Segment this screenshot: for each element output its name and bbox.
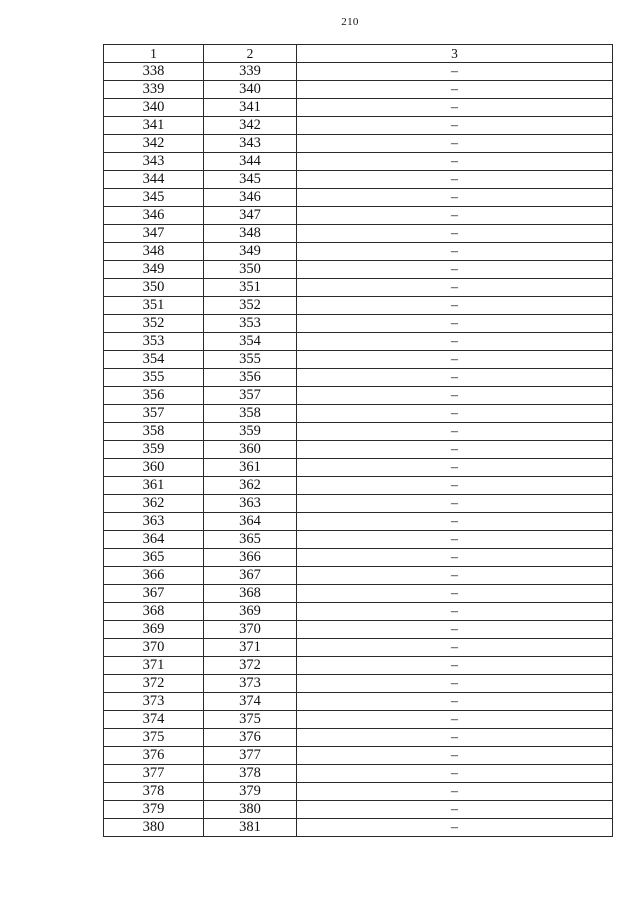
table-cell-col-2: 381 [204,819,297,837]
table-cell-col-1: 344 [104,171,204,189]
table-cell-col-3: – [297,675,613,693]
table-cell-col-1: 362 [104,495,204,513]
table-cell-col-3: – [297,81,613,99]
table-row [104,567,613,585]
table-cell-col-3: – [297,63,613,81]
table-cell-col-2: 351 [204,279,297,297]
table-cell-col-2: 348 [204,225,297,243]
table-cell-col-1: 338 [104,63,204,81]
table-cell-col-2: 344 [204,153,297,171]
table-cell-col-2: 371 [204,639,297,657]
table-header [104,45,613,63]
table-cell-col-1: 360 [104,459,204,477]
table-cell-col-3: – [297,801,613,819]
table-cell-col-2: 360 [204,441,297,459]
table-cell-col-2: 367 [204,567,297,585]
table-cell-col-1: 339 [104,81,204,99]
table-row [104,81,613,99]
table-cell-col-3: – [297,765,613,783]
table-cell-col-2: 364 [204,513,297,531]
table-row [104,189,613,207]
table-row [104,801,613,819]
table-cell-col-1: 377 [104,765,204,783]
table-cell-col-2: 350 [204,261,297,279]
table-row [104,405,613,423]
table-row [104,729,613,747]
table-cell-col-3: – [297,639,613,657]
table-cell-col-3: – [297,567,613,585]
table-cell-col-1: 370 [104,639,204,657]
table-cell-col-1: 356 [104,387,204,405]
table-cell-col-1: 358 [104,423,204,441]
table-cell-col-3: – [297,747,613,765]
table-cell-col-3: – [297,819,613,837]
table-row [104,657,613,675]
table-cell-col-1: 378 [104,783,204,801]
table-cell-col-1: 343 [104,153,204,171]
table-cell-col-3: – [297,369,613,387]
table-cell-col-3: – [297,585,613,603]
table-row [104,369,613,387]
table-row [104,549,613,567]
table-cell-col-1: 379 [104,801,204,819]
table-row [104,99,613,117]
table-cell-col-2: 369 [204,603,297,621]
table-cell-col-3: – [297,153,613,171]
column-header-3: 3 [297,45,613,63]
table-cell-col-1: 374 [104,711,204,729]
table-cell-col-2: 343 [204,135,297,153]
table-cell-col-1: 376 [104,747,204,765]
column-header-2: 2 [204,45,297,63]
table-cell-col-2: 375 [204,711,297,729]
table-cell-col-2: 379 [204,783,297,801]
table-cell-col-2: 370 [204,621,297,639]
table-row [104,477,613,495]
table-cell-col-1: 355 [104,369,204,387]
table-cell-col-3: – [297,315,613,333]
table-cell-col-3: – [297,333,613,351]
table-cell-col-2: 345 [204,171,297,189]
table-cell-col-2: 380 [204,801,297,819]
table-row [104,351,613,369]
table-cell-col-3: – [297,693,613,711]
table-row [104,243,613,261]
table-cell-col-3: – [297,549,613,567]
table-row [104,387,613,405]
table-cell-col-3: – [297,783,613,801]
table-cell-col-1: 347 [104,225,204,243]
table-cell-col-3: – [297,297,613,315]
table-cell-col-3: – [297,207,613,225]
table-cell-col-3: – [297,513,613,531]
table-row [104,639,613,657]
table-row [104,783,613,801]
table-cell-col-3: – [297,225,613,243]
table-cell-col-2: 377 [204,747,297,765]
table-row [104,819,613,837]
table-cell-col-2: 359 [204,423,297,441]
table-cell-col-2: 378 [204,765,297,783]
table-cell-col-3: – [297,351,613,369]
table-cell-col-3: – [297,495,613,513]
column-header-1: 1 [104,45,204,63]
table-cell-col-1: 342 [104,135,204,153]
table-cell-col-1: 380 [104,819,204,837]
table-cell-col-1: 341 [104,117,204,135]
table-cell-col-2: 341 [204,99,297,117]
table-cell-col-1: 354 [104,351,204,369]
table-row [104,603,613,621]
data-table-container [103,44,613,837]
table-cell-col-1: 350 [104,279,204,297]
table-cell-col-3: – [297,531,613,549]
table-cell-col-2: 373 [204,675,297,693]
table-cell-col-3: – [297,387,613,405]
table-cell-col-3: – [297,279,613,297]
table-row [104,207,613,225]
table-row [104,495,613,513]
table-row [104,117,613,135]
table-cell-col-1: 351 [104,297,204,315]
table-row [104,513,613,531]
table-cell-col-1: 345 [104,189,204,207]
table-row [104,63,613,81]
table-cell-col-2: 368 [204,585,297,603]
table-cell-col-2: 358 [204,405,297,423]
table-cell-col-2: 374 [204,693,297,711]
table-cell-col-2: 361 [204,459,297,477]
table-cell-col-2: 347 [204,207,297,225]
table-cell-col-1: 361 [104,477,204,495]
table-row [104,675,613,693]
table-cell-col-3: – [297,261,613,279]
table-cell-col-2: 354 [204,333,297,351]
table-cell-col-2: 356 [204,369,297,387]
table-row [104,333,613,351]
table-row [104,261,613,279]
table-row [104,711,613,729]
data-table [103,44,613,837]
table-row [104,225,613,243]
table-cell-col-1: 348 [104,243,204,261]
table-cell-col-1: 340 [104,99,204,117]
table-cell-col-2: 363 [204,495,297,513]
table-cell-col-2: 355 [204,351,297,369]
table-cell-col-3: – [297,405,613,423]
table-cell-col-1: 369 [104,621,204,639]
table-cell-col-3: – [297,243,613,261]
table-row [104,279,613,297]
table-cell-col-2: 339 [204,63,297,81]
table-cell-col-2: 352 [204,297,297,315]
table-cell-col-1: 364 [104,531,204,549]
table-row [104,459,613,477]
table-row [104,423,613,441]
table-cell-col-2: 349 [204,243,297,261]
table-cell-col-1: 372 [104,675,204,693]
table-row [104,297,613,315]
table-row [104,621,613,639]
table-cell-col-1: 349 [104,261,204,279]
table-cell-col-3: – [297,729,613,747]
table-cell-col-3: – [297,117,613,135]
table-cell-col-1: 346 [104,207,204,225]
table-cell-col-1: 359 [104,441,204,459]
table-row [104,747,613,765]
table-row [104,153,613,171]
table-cell-col-3: – [297,711,613,729]
table-cell-col-3: – [297,99,613,117]
table-cell-col-2: 353 [204,315,297,333]
table-cell-col-2: 357 [204,387,297,405]
table-row [104,441,613,459]
page-number: 210 [341,16,359,28]
table-cell-col-3: – [297,441,613,459]
table-cell-col-1: 357 [104,405,204,423]
table-cell-col-1: 366 [104,567,204,585]
table-cell-col-1: 353 [104,333,204,351]
table-cell-col-2: 372 [204,657,297,675]
table-cell-col-1: 363 [104,513,204,531]
table-cell-col-3: – [297,189,613,207]
table-cell-col-3: – [297,621,613,639]
table-cell-col-3: – [297,459,613,477]
table-cell-col-2: 366 [204,549,297,567]
table-cell-col-1: 368 [104,603,204,621]
table-cell-col-2: 346 [204,189,297,207]
table-cell-col-2: 365 [204,531,297,549]
header-row [104,45,613,63]
table-cell-col-3: – [297,135,613,153]
table-cell-col-1: 365 [104,549,204,567]
table-row [104,693,613,711]
table-cell-col-3: – [297,423,613,441]
table-body [104,63,613,837]
table-cell-col-2: 342 [204,117,297,135]
table-cell-col-3: – [297,477,613,495]
table-cell-col-2: 340 [204,81,297,99]
table-cell-col-1: 352 [104,315,204,333]
table-cell-col-3: – [297,171,613,189]
table-row [104,171,613,189]
table-cell-col-2: 362 [204,477,297,495]
table-row [104,135,613,153]
table-cell-col-1: 371 [104,657,204,675]
table-row [104,585,613,603]
table-cell-col-1: 373 [104,693,204,711]
table-cell-col-3: – [297,603,613,621]
table-cell-col-2: 376 [204,729,297,747]
table-cell-col-3: – [297,657,613,675]
table-row [104,315,613,333]
table-row [104,531,613,549]
table-cell-col-1: 375 [104,729,204,747]
table-cell-col-1: 367 [104,585,204,603]
table-row [104,765,613,783]
